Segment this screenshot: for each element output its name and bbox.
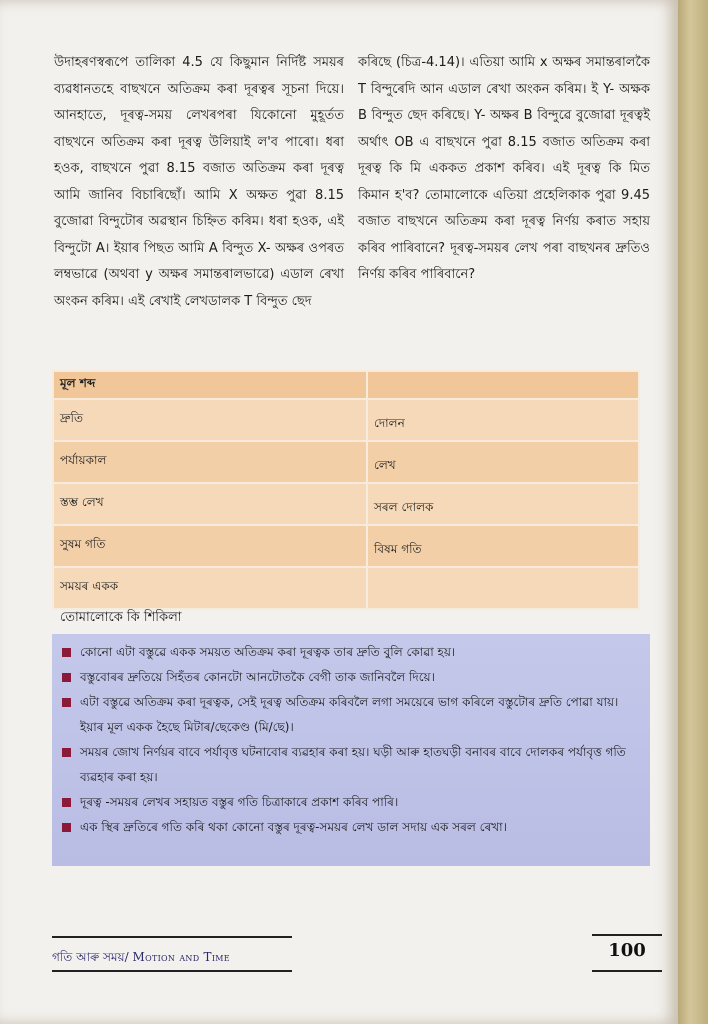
footer-rule-top xyxy=(52,936,292,938)
keyword-left: দ্ৰুতি xyxy=(53,399,367,441)
keyword-right xyxy=(367,567,639,609)
learned-item xyxy=(62,690,640,740)
learned-item-text: সময়ৰ জোখ নিৰ্ণয়ৰ বাবে পৰ্যাবৃত্ত ঘটনাবোৰ ব্যৱহাৰ কৰা হয়। ঘড়ী আৰু হাতঘড়ী বনাবৰ বাবে দোলকৰ পৰ্যাবৃত্ত গতি ব্যৱহাৰ কৰা হয়। xyxy=(80,745,626,784)
page-number: 100 xyxy=(608,940,646,961)
keywords-header: মূল শব্দ xyxy=(53,371,367,399)
footer-chapter-assamese: গতি আৰু সময়/ xyxy=(52,950,129,964)
body-text-left-column xyxy=(54,50,344,315)
learned-item-text: এক স্থিৰ দ্ৰুতিৰে গতি কৰি থকা কোনো বস্তুৰ দূৰত্ব-সময়ৰ লেখ ডাল সদায় এক সৰল ৰেখা। xyxy=(80,820,507,834)
square-bullet-icon xyxy=(62,798,71,807)
body-paragraph-left: উদাহৰণস্বৰূপে তালিকা 4.5 যে কিছুমান নিৰ্দিষ্ট সময়ৰ ব্যৱধানতহে বাছখনে অতিক্ৰম কৰা দূৰত্বৰ সূচনা দিয়ে। আনহাতে, দূৰত্ব-সময় লেখৰপৰা যিকোনো মুহূৰ্তত বাছখনে অতিক্ৰম কৰা দূৰত্ব উলিয়াই ল'ব পাৰো। ধৰা হওক, বাছখনে পুৱা 8.15 বজাত অতিক্ৰম কৰা দূৰত্ব আমি জানিব বিচাৰিছোঁ। আমি X অক্ষত পুৱা 8.15 বুজোৱা বিন্দুটোৰ অৱস্থান চিহ্নিত কৰিম। ধৰা হওক, এই বিন্দুটো A। ইয়াৰ পিছত আমি A বিন্দুত X- অক্ষৰ ওপৰত লম্বভাৱে (অথবা y অক্ষৰ সমান্তৰালভাৱে) এডাল ৰেখা অংকন কৰিম। এই ৰেখাই লেখডালক T বিন্দুত ছেদ xyxy=(54,55,344,309)
learned-item-text: বস্তুবোৰৰ দ্ৰুতিয়ে সিহঁতৰ কোনটো আনটোতকৈ বেগী তাক জানিবলৈ দিয়ে। xyxy=(80,670,435,684)
page-number-rule-bottom xyxy=(592,970,662,972)
learned-item-text: কোনো এটা বস্তুৱে একক সময়ত অতিক্ৰম কৰা দূৰত্বক তাৰ দ্ৰুতি বুলি কোৱা হয়। xyxy=(80,645,456,659)
square-bullet-icon xyxy=(62,648,71,657)
keyword-right: লেখ xyxy=(367,441,639,483)
keyword-left: সময়ৰ একক xyxy=(53,567,367,609)
square-bullet-icon xyxy=(62,673,71,682)
keywords-table xyxy=(52,370,640,610)
learned-section-title: তোমালোকে কি শিকিলা xyxy=(60,610,182,625)
body-paragraph-right: কৰিছে (চিত্ৰ-4.14)। এতিয়া আমি x অক্ষৰ সমান্তৰালকৈ T বিন্দুৰেদি আন এডাল ৰেখা অংকন কৰিম। ই Y- অক্ষক B বিন্দুত ছেদ কৰিছে। Y- অক্ষৰ B বিন্দুৱে বুজোৱা দূৰত্বই অৰ্থাৎ OB এ বাছখনে পুৱা 8.15 বজাত অতিক্ৰম কৰা দূৰত্ব কি মি এককত প্ৰকাশ কৰিব। এই দূৰত্ব কি মিত কিমান হ'ব? তোমালোকে এতিয়া প্ৰহেলিকাক পুৱা 9.45 বজাত বাছখনে অতিক্ৰম কৰা দূৰত্ব নিৰ্ণয় কৰাত সহায় কৰিব পাৰিবানে? দূৰত্ব-সময়ৰ লেখ পৰা বাছখনৰ দ্ৰুতিও নিৰ্ণয় কৰিব পাৰিবানে? xyxy=(358,55,650,282)
keywords-header-empty xyxy=(367,371,639,399)
keyword-row xyxy=(53,483,639,525)
learned-item-text: এটা বস্তুৱে অতিক্ৰম কৰা দূৰত্বক, সেই দূৰত্ব অতিক্ৰম কৰিবলৈ লগা সময়েৰে ভাগ কৰিলে বস্তুটোৰ দ্ৰুতি পোৱা যায়। ইয়াৰ মূল একক হৈছে মিটাৰ/ছেকেণ্ড (মি/ছে)। xyxy=(80,695,619,734)
learned-summary-box xyxy=(52,634,650,866)
learned-item-text: দূৰত্ব -সময়ৰ লেখৰ সহায়ত বস্তুৰ গতি চিত্ৰাকাৰে প্ৰকাশ কৰিব পাৰি। xyxy=(80,795,399,809)
keyword-row xyxy=(53,441,639,483)
page-edge xyxy=(678,0,708,1024)
learned-list xyxy=(62,640,640,840)
learned-item xyxy=(62,740,640,790)
learned-item xyxy=(62,640,640,665)
keyword-right: বিষম গতি xyxy=(367,525,639,567)
keyword-left: সুষম গতি xyxy=(53,525,367,567)
keyword-row xyxy=(53,525,639,567)
keyword-right: দোলন xyxy=(367,399,639,441)
body-text-right-column xyxy=(358,50,650,289)
learned-item xyxy=(62,790,640,815)
learned-item xyxy=(62,815,640,840)
keyword-left: পৰ্যায়কাল xyxy=(53,441,367,483)
square-bullet-icon xyxy=(62,823,71,832)
footer-chapter-title xyxy=(52,949,230,969)
page-number-rule-top xyxy=(592,934,662,936)
footer-rule-bottom xyxy=(52,970,292,972)
keyword-row xyxy=(53,399,639,441)
keyword-row xyxy=(53,567,639,609)
square-bullet-icon xyxy=(62,698,71,707)
keyword-right: সৰল দোলক xyxy=(367,483,639,525)
keywords-header-row xyxy=(53,371,639,399)
learned-item xyxy=(62,665,640,690)
keyword-left: স্তম্ভ লেখ xyxy=(53,483,367,525)
footer-chapter-english: Motion and Time xyxy=(132,950,230,964)
square-bullet-icon xyxy=(62,748,71,757)
